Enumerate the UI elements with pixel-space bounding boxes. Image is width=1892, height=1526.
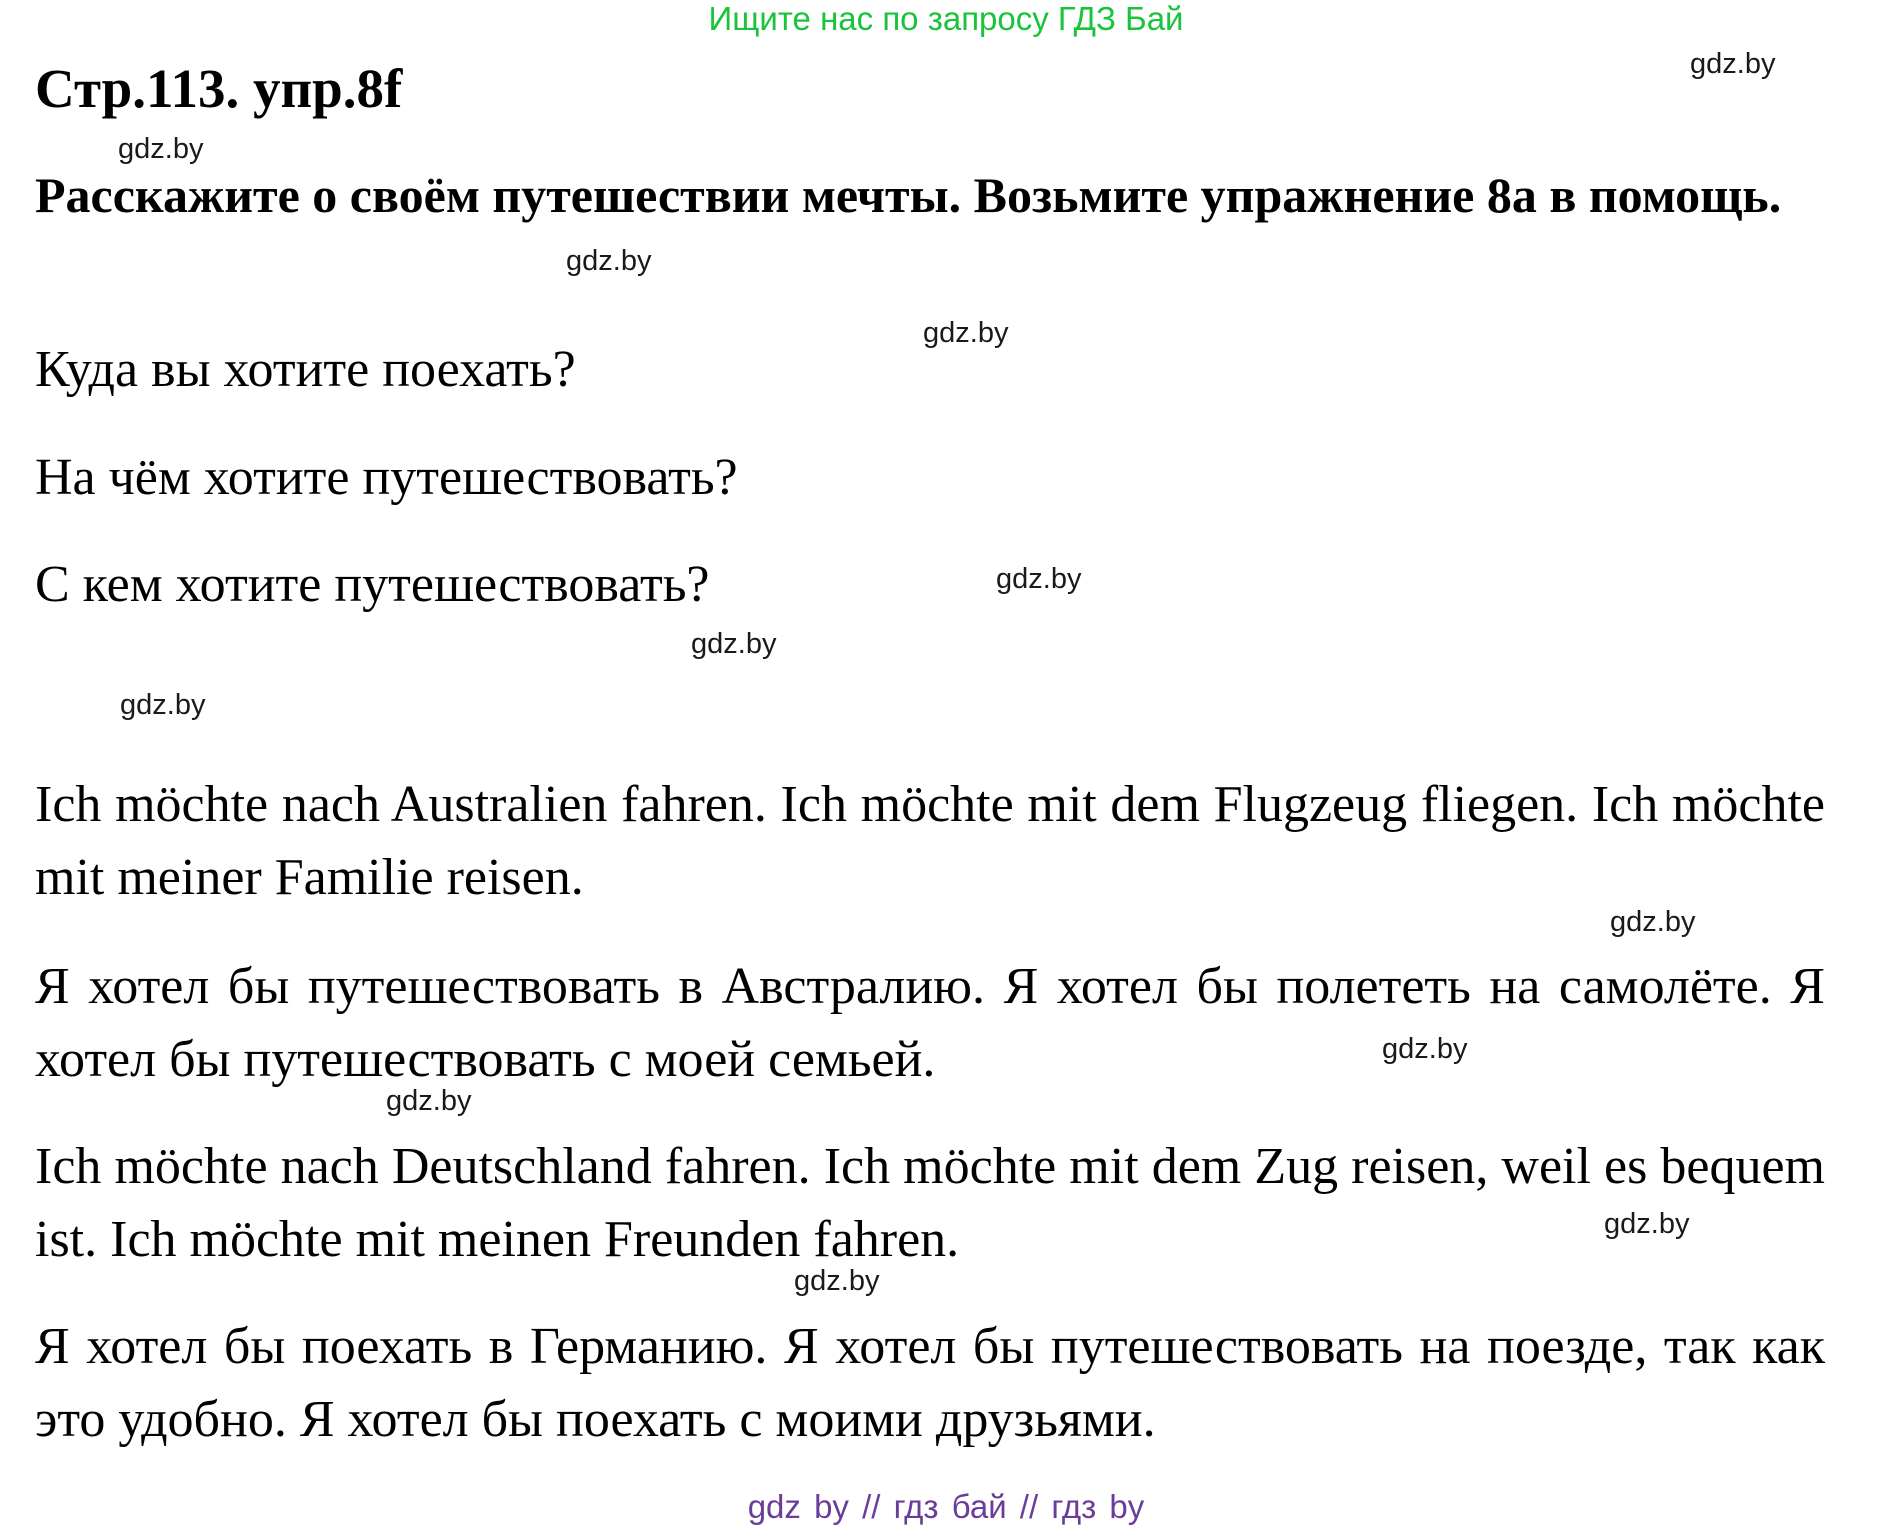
page-exercise-heading: Стр.113. упр.8f — [35, 58, 403, 119]
question-where: Куда вы хотите поехать? — [35, 341, 576, 398]
watermark: gdz.by — [566, 245, 652, 277]
watermark: gdz.by — [996, 563, 1082, 595]
watermark: gdz.by — [118, 133, 204, 165]
watermark: gdz.by — [794, 1265, 880, 1297]
answer-paragraph-german-1: Ich möchte nach Australien fahren. Ich möchte mit dem Flugzeug fliegen. Ich möchte mit meiner Familie reisen. — [35, 776, 1825, 906]
footer-site-links: gdz by // гдз бай // гдз by — [747, 1488, 1145, 1525]
watermark: gdz.by — [1604, 1208, 1690, 1240]
watermark: gdz.by — [1690, 48, 1776, 80]
watermark: gdz.by — [923, 317, 1009, 349]
answer-paragraph-russian-2: Я хотел бы поехать в Германию. Я хотел бы путешествовать на поезде, так как это удобно. Я хотел бы поехать с моими друзьями. — [35, 1318, 1825, 1448]
question-with-whom: С кем хотите путешествовать? — [35, 556, 710, 613]
watermark: gdz.by — [386, 1085, 472, 1117]
question-how: На чём хотите путешествовать? — [35, 449, 738, 506]
task-instruction: Расскажите о своём путешествии мечты. Возьмите упражнение 8а в помощь. — [35, 167, 1782, 223]
answer-paragraph-russian-1: Я хотел бы путешествовать в Австралию. Я хотел бы полететь на самолёте. Я хотел бы путешествовать с моей семьей. — [35, 958, 1825, 1088]
watermark: gdz.by — [1610, 906, 1696, 938]
watermark: gdz.by — [1382, 1033, 1468, 1065]
watermark: gdz.by — [691, 628, 777, 660]
watermark: gdz.by — [120, 689, 206, 721]
search-banner: Ищите нас по запросу ГДЗ Бай — [708, 0, 1184, 37]
answer-paragraph-german-2: Ich möchte nach Deutschland fahren. Ich möchte mit dem Zug reisen, weil es bequem ist. Ich möchte mit meinen Freunden fahren. — [35, 1138, 1825, 1268]
